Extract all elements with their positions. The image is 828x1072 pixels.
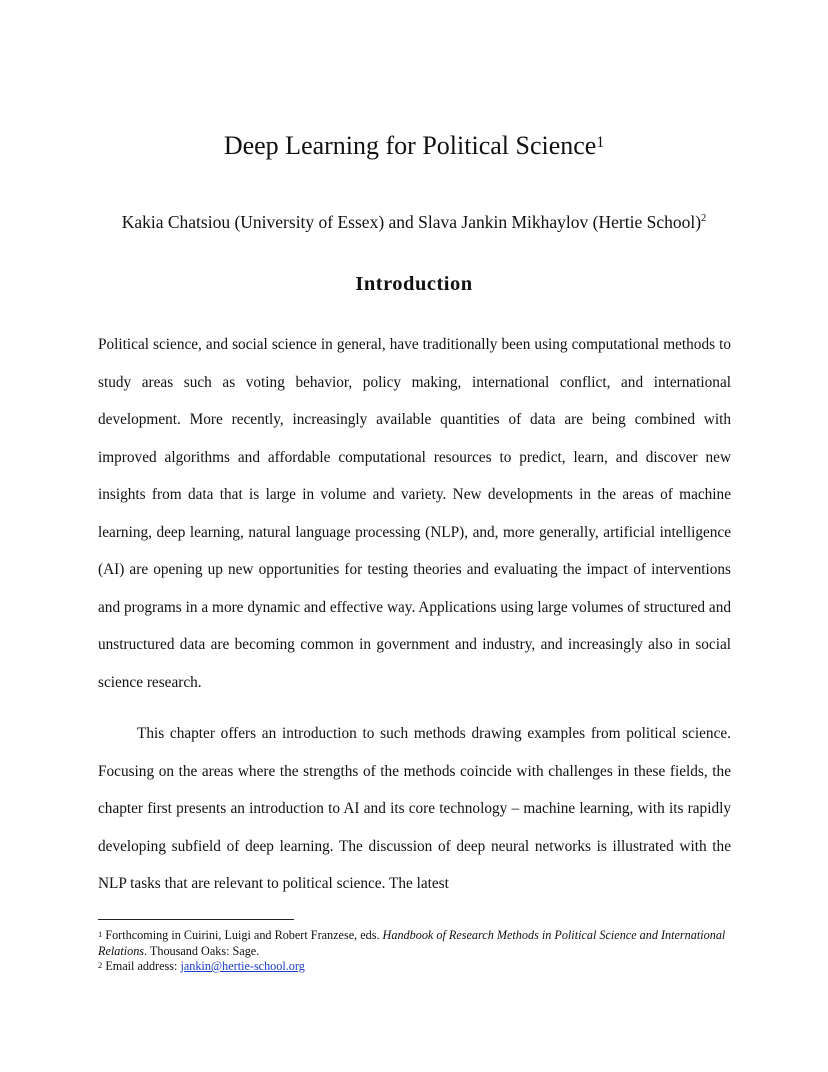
body-paragraph-2 — [98, 715, 731, 903]
footnote-1-prefix: Forthcoming in Cuirini, Luigi and Robert Franzese, eds. — [105, 928, 383, 942]
author-footnote-mark[interactable]: 2 — [701, 213, 707, 224]
paragraph-text: This chapter offers an introduction to such methods drawing examples from political science. Focusing on the areas where the strengths of the methods coincide with challenges in these fields, the chapter first presents an introduction to AI and its core technology – machine learning, with its rapidly developing subfield of deep learning. The discussion of deep neural networks is illustrated with the NLP tasks that are relevant to political science. The latest — [98, 725, 731, 892]
paper-title — [0, 130, 828, 162]
footnote-1-mark: 1 — [98, 929, 103, 939]
footnote-1 — [98, 928, 738, 959]
title-footnote-mark[interactable]: 1 — [596, 134, 605, 151]
body-paragraph-1 — [98, 326, 731, 701]
author-names: Kakia Chatsiou (University of Essex) and Slava Jankin Mikhaylov (Hertie School) — [121, 212, 702, 232]
footnote-2-mark: 2 — [98, 960, 103, 970]
footnotes — [98, 928, 738, 975]
footnote-2-prefix: Email address: — [105, 959, 181, 973]
footnote-1-book-title: Handbook of Research Methods in Political Science and International Relations — [98, 928, 726, 958]
footnote-2 — [98, 959, 738, 975]
footnote-separator — [98, 919, 294, 920]
footnote-1-suffix: . Thousand Oaks: Sage. — [144, 943, 260, 958]
section-heading-introduction: Introduction — [355, 273, 473, 295]
paragraph-text: Political science, and social science in general, have traditionally been using computational methods to study areas such as voting behavior, policy making, international conflict, and international development. More recently, increasingly available quantities of data are being combined with improved algorithms and affordable computational resources to predict, learn, and discover new insights from data that is large in volume and variety. New developments in the areas of machine learning, deep learning, natural language processing (NLP), and, more generally, artificial intelligence (AI) are opening up new opportunities for testing theories and evaluating the impact of interventions and programs in a more dynamic and effective way. Applications using large volumes of structured and unstructured data are becoming common in government and industry, and increasingly also in social science research. — [98, 336, 731, 691]
author-line — [0, 210, 828, 234]
paper-title-text: Deep Learning for Political Science — [223, 131, 597, 160]
email-link[interactable]: jankin@hertie-school.org — [180, 959, 305, 973]
